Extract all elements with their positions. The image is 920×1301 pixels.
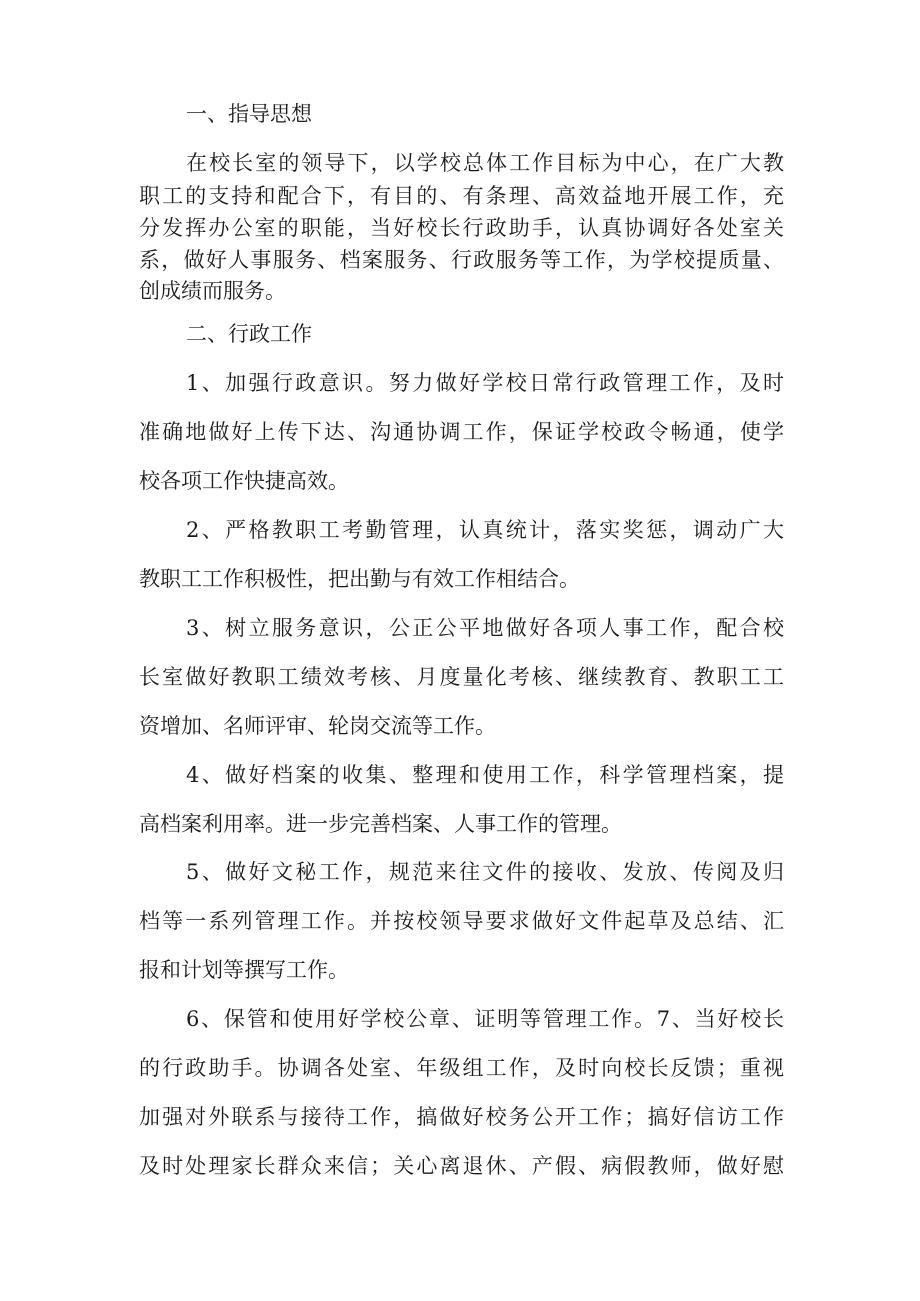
list-item-line: 6、保管和使用好学校公章、证明等管理工作。7、当好校长: [186, 1007, 784, 1031]
section-heading: 一、指导思想: [186, 102, 312, 126]
list-item-line: 3、树立服务意识，公正公平地做好各项人事工作，配合校: [186, 616, 784, 640]
list-item-line: 加强对外联系与接待工作，搞做好校务公开工作；搞好信访工作: [139, 1105, 784, 1129]
list-item-line: 档等一系列管理工作。并按校领导要求做好文件起草及总结、汇: [139, 909, 784, 933]
list-item-line: 长室做好教职工绩效考核、月度量化考核、继续教育、教职工工: [139, 665, 784, 689]
paragraph-line: 分发挥办公室的职能，当好校长行政助手，认真协调好各处室关: [139, 216, 784, 240]
list-item-line: 2、严格教职工考勤管理，认真统计，落实奖惩，调动广大: [186, 518, 784, 542]
list-item-line: 报和计划等撰写工作。: [139, 958, 349, 982]
list-item-line: 1、加强行政意识。努力做好学校日常行政管理工作，及时: [186, 371, 784, 395]
list-item-line: 4、做好档案的收集、整理和使用工作，科学管理档案，提: [186, 763, 784, 787]
list-item-line: 及时处理家长群众来信；关心离退休、产假、病假教师，做好慰: [139, 1154, 784, 1178]
list-item-line: 教职工工作积极性，把出勤与有效工作相结合。: [139, 567, 580, 591]
list-item-line: 校各项工作快捷高效。: [139, 469, 349, 493]
section-heading: 二、行政工作: [186, 322, 312, 346]
list-item-line: 5、做好文秘工作，规范来往文件的接收、发放、传阅及归: [186, 860, 784, 884]
paragraph-line: 系，做好人事服务、档案服务、行政服务等工作，为学校提质量、: [139, 248, 784, 272]
paragraph-line: 职工的支持和配合下，有目的、有条理、高效益地开展工作，充: [139, 184, 784, 208]
list-item-line: 准确地做好上传下达、沟通协调工作，保证学校政令畅通，使学: [139, 420, 784, 444]
list-item-line: 的行政助手。协调各处室、年级组工作，及时向校长反馈；重视: [139, 1056, 784, 1080]
list-item-line: 资增加、名师评审、轮岗交流等工作。: [139, 714, 496, 738]
list-item-line: 高档案利用率。进一步完善档案、人事工作的管理。: [139, 812, 622, 836]
paragraph-line: 创成绩而服务。: [139, 279, 286, 303]
paragraph-line: 在校长室的领导下，以学校总体工作目标为中心，在广大教: [186, 151, 784, 175]
